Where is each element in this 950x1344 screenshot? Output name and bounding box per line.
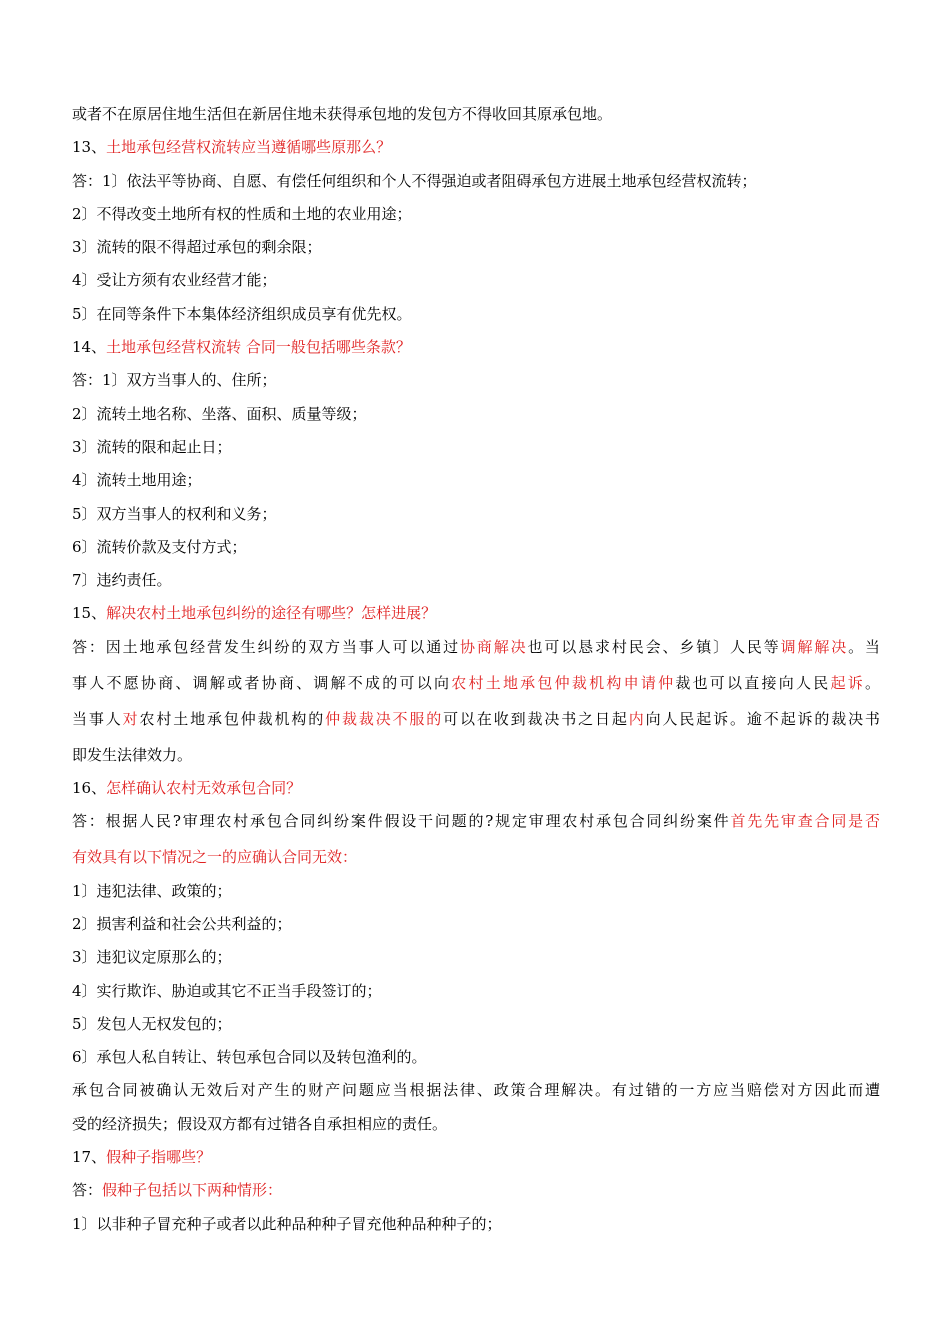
body-text: 4〕实行欺诈、胁迫或其它不正当手段签订的；: [72, 981, 382, 1000]
text-line: [72, 981, 880, 1001]
body-text: 2〕损害利益和社会公共利益的；: [72, 914, 292, 933]
body-text: 7〕违约责任。: [72, 571, 172, 590]
text-line: [72, 811, 880, 831]
body-text: 4〕受让方须有农业经营才能；: [72, 271, 277, 290]
body-text: 答：1〕依法平等协商、自愿、有偿任何组织和个人不得强迫或者阻碍承包方进展土地承包经营权流转；: [72, 171, 757, 190]
highlighted-text: 假种子包括以下两种情形：: [102, 1181, 283, 1200]
body-text: 1〕违犯法律、政策的；: [72, 881, 232, 900]
text-line: [72, 914, 880, 934]
text-line: [72, 337, 880, 357]
text-line: [72, 437, 880, 457]
text-line: [72, 1014, 880, 1034]
body-text: 受的经济损失；假设双方都有过错各自承担相应的责任。: [72, 1114, 448, 1133]
body-text: 1〕以非种子冒充种子或者以此种品种种子冒充他种品种种子的；: [72, 1214, 502, 1233]
body-text: 6〕流转价款及支付方式；: [72, 537, 247, 556]
highlighted-text: 首先先审查合同是否: [730, 812, 880, 831]
text-line: [72, 370, 880, 390]
body-text: 当事人: [72, 709, 123, 728]
highlighted-text: 有效具有以下情况之一的应确认合同无效：: [72, 848, 358, 867]
body-text: 5〕双方当事人的权利和义务；: [72, 504, 277, 523]
body-text: 农村土地承包仲裁机构的: [139, 709, 326, 728]
text-line: [72, 847, 880, 867]
body-text: 答：1〕双方当事人的、住所；: [72, 371, 277, 390]
text-line: [72, 570, 880, 590]
text-line: [72, 237, 880, 257]
text-line: [72, 1214, 880, 1234]
body-text: 3〕流转的限不得超过承包的剩余限；: [72, 238, 322, 257]
body-text: 承包合同被确认无效后对产生的财产问题应当根据法律、政策合理解决。有过错的一方应当赔偿对方因此而遭: [72, 1081, 880, 1100]
body-text: 16、: [72, 779, 107, 798]
body-text: 5〕在同等条件下本集体经济组织成员享有优先权。: [72, 304, 412, 323]
body-text: 事人不愿协商、调解或者协商、调解不成的可以向: [72, 673, 452, 692]
body-text: 17、: [72, 1148, 107, 1167]
text-line: [72, 270, 880, 290]
highlighted-text: 假种子指哪些？: [106, 1148, 212, 1167]
text-line: [72, 881, 880, 901]
body-text: 。当: [848, 637, 880, 656]
body-text: 4〕流转土地用途；: [72, 471, 202, 490]
text-line: [72, 637, 880, 657]
body-text: 答：因土地承包经营发生纠纷的双方当事人可以通过: [72, 637, 461, 656]
text-line: [72, 1180, 880, 1200]
highlighted-text: 土地承包经营权流转应当遵循哪些原那么？: [106, 138, 392, 157]
body-text: 可以在收到裁决书之日起: [443, 709, 629, 728]
highlighted-text: 土地承包经营权流转 合同一般包括哪些条款？: [106, 338, 411, 357]
body-text: 2〕不得改变土地所有权的性质和土地的农业用途；: [72, 204, 412, 223]
text-line: [72, 745, 880, 765]
document-page: [72, 104, 880, 1247]
text-line: [72, 504, 880, 524]
text-line: [72, 104, 880, 124]
body-text: 即发生法律效力。: [72, 745, 193, 764]
text-line: [72, 537, 880, 557]
text-line: [72, 137, 880, 157]
body-text: 3〕违犯议定原那么的；: [72, 948, 232, 967]
body-text: 向人民起诉。逾不起诉的裁决书: [645, 709, 880, 728]
highlighted-text: 怎样确认农村无效承包合同？: [106, 779, 302, 798]
highlighted-text: 起诉: [830, 673, 865, 692]
text-line: [72, 1114, 880, 1134]
text-line: [72, 778, 880, 798]
text-line: [72, 404, 880, 424]
highlighted-text: 内: [628, 709, 646, 728]
body-text: 15、: [72, 604, 107, 623]
text-line: [72, 709, 880, 729]
highlighted-text: 解决农村土地承包纠纷的途径有哪些？怎样进展？: [106, 604, 437, 623]
body-text: 5〕发包人无权发包的；: [72, 1014, 232, 1033]
text-line: [72, 204, 880, 224]
text-line: [72, 673, 880, 693]
text-line: [72, 947, 880, 967]
body-text: 。: [864, 673, 880, 692]
text-line: [72, 603, 880, 623]
body-text: 3〕流转的限和起止日；: [72, 437, 232, 456]
highlighted-text: 对: [122, 709, 140, 728]
highlighted-text: 调解解决: [780, 637, 849, 656]
body-text: 答：根据人民?审理农村承包合同纠纷案件假设干问题的?规定审理农村承包合同纠纷案件: [72, 812, 731, 831]
text-line: [72, 171, 880, 191]
body-text: 6〕承包人私自转让、转包承包合同以及转包渔利的。: [72, 1048, 427, 1067]
text-line: [72, 1147, 880, 1167]
text-line: [72, 304, 880, 324]
text-line: [72, 470, 880, 490]
body-text: 2〕流转土地名称、坐落、面积、质量等级；: [72, 404, 367, 423]
body-text: 也可以恳求村民会、乡镇〕人民等: [527, 637, 781, 656]
body-text: 裁也可以直接向人民: [675, 673, 831, 692]
text-line: [72, 1080, 880, 1100]
highlighted-text: 协商解决: [460, 637, 528, 656]
highlighted-text: 农村土地承包仲裁机构申请仲: [451, 673, 676, 692]
text-line: [72, 1047, 880, 1067]
body-text: 答：: [72, 1181, 103, 1200]
body-text: 14、: [72, 338, 107, 357]
body-text: 13、: [72, 138, 107, 157]
body-text: 或者不在原居住地生活但在新居住地未获得承包地的发包方不得收回其原承包地。: [72, 105, 613, 123]
highlighted-text: 仲裁裁决不服的: [325, 709, 444, 728]
